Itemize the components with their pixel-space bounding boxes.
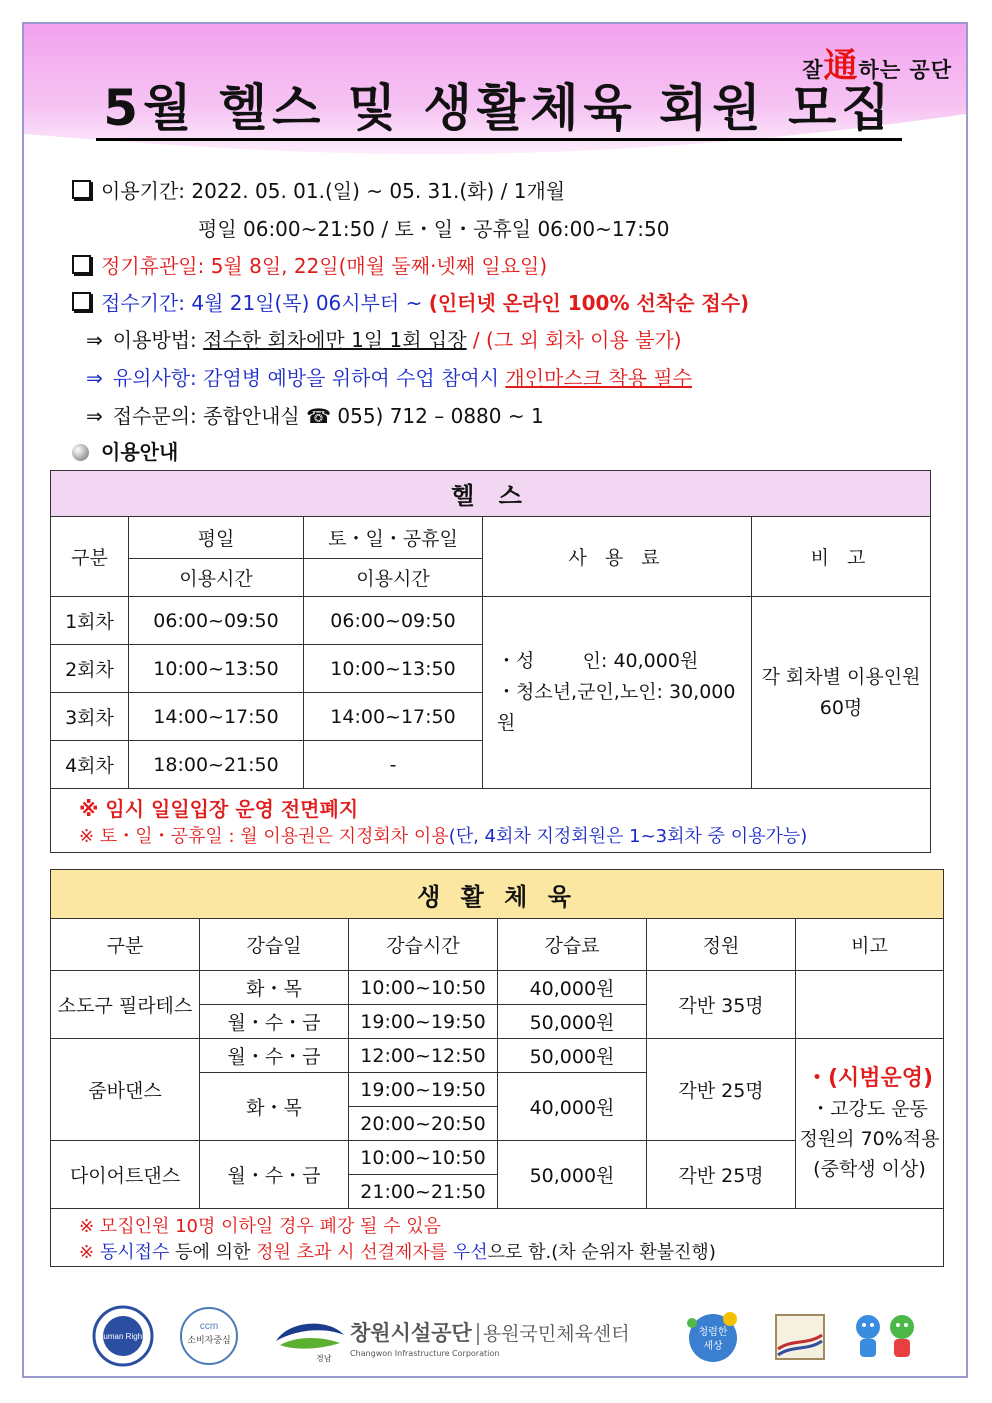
reception-line xyxy=(72,287,749,316)
days-cell: 월・수・금 xyxy=(200,1039,349,1073)
checkbox-icon xyxy=(72,255,91,274)
weekend-cell: - xyxy=(304,741,483,789)
n2f: 으로 함.(차 순위자 환불진행) xyxy=(487,1241,716,1263)
header-cell: 정원 xyxy=(647,919,796,971)
n2c: 등에 의한 xyxy=(169,1241,257,1263)
org-en: Changwon Infrastructure Corporation xyxy=(350,1349,500,1358)
note-line-2: 60명 xyxy=(819,696,863,719)
period-value: 2022. 05. 01.(일) ~ 05. 31.(화) / 1개월 xyxy=(191,179,566,203)
bullet-icon xyxy=(72,444,89,461)
reception-label: 접수기간: 4월 21일(목) 06시부터 ~ xyxy=(101,291,429,315)
days-cell: 월・수・금 xyxy=(200,1141,349,1209)
header-cell: 강습일 xyxy=(200,919,349,971)
n2e: 우선 xyxy=(447,1241,488,1263)
time-cell: 10:00~10:50 xyxy=(349,1141,498,1175)
weekend-cell: 14:00~17:50 xyxy=(304,693,483,741)
time-cell: 12:00~12:50 xyxy=(349,1039,498,1073)
round-cell: 4회차 xyxy=(51,741,129,789)
round-cell: 3회차 xyxy=(51,693,129,741)
notice-2-red: ※ 토・일・공휴일 : 월 이용권은 지정회차 이용 xyxy=(79,826,449,847)
time-cell: 19:00~19:50 xyxy=(349,1073,498,1107)
ccm-text: ccm xyxy=(199,1321,219,1332)
fee-adult: ・성 인: 40,000원 xyxy=(497,650,699,672)
ccm-logo xyxy=(178,1305,240,1367)
sports-table xyxy=(50,869,944,1267)
closed-text: 정기휴관일: 5월 8일, 22일(매월 둘째·넷째 일요일) xyxy=(101,254,548,278)
health-notice xyxy=(51,789,931,853)
remark-2: ・고강도 운동 xyxy=(811,1097,928,1120)
closed-line xyxy=(72,250,547,279)
capacity-cell: 각반 35명 xyxy=(647,971,796,1039)
health-notice-2 xyxy=(79,822,930,848)
center-name: 용원국민체육센터 xyxy=(477,1323,630,1345)
class-pilates: 소도구 필라테스 xyxy=(51,971,200,1039)
checkbox-icon xyxy=(72,292,91,311)
note-line-1: 각 회차별 이용인원 xyxy=(761,665,921,688)
table-row xyxy=(51,597,931,645)
fee-cell: 50,000원 xyxy=(498,1005,647,1039)
header-cell: 구분 xyxy=(51,919,200,971)
slogan-big: 通 xyxy=(823,46,859,86)
days-cell: 월・수・금 xyxy=(200,1005,349,1039)
human-rights-logo xyxy=(88,1305,158,1367)
gyeongnam-text: 경남 xyxy=(316,1354,332,1363)
col-fee: 사 용 료 xyxy=(483,517,752,597)
certificate-logo xyxy=(772,1305,828,1367)
weekday-cell: 06:00~09:50 xyxy=(129,597,304,645)
col-gubun: 구분 xyxy=(51,517,129,597)
header-cell: 강습료 xyxy=(498,919,647,971)
org-name: 창원시설공단 xyxy=(350,1321,472,1345)
weekday-cell: 14:00~17:50 xyxy=(129,693,304,741)
guide-line xyxy=(72,436,178,465)
fee-youth: ・청소년,군인,노인: 30,000원 xyxy=(497,681,736,734)
fee-cell xyxy=(483,597,752,789)
days-cell: 화・목 xyxy=(200,1073,349,1141)
header-cell: 비고 xyxy=(796,919,944,971)
class-zumba: 줌바댄스 xyxy=(51,1039,200,1141)
n2a: ※ xyxy=(79,1241,100,1263)
time-cell: 21:00~21:50 xyxy=(349,1175,498,1209)
gyeongnam-logo xyxy=(270,1305,350,1367)
mascot-logo xyxy=(848,1305,924,1367)
usage-red: / (그 외 회차 이용 불가) xyxy=(466,328,682,352)
note-cell xyxy=(752,597,931,789)
fee-cell: 40,000원 xyxy=(498,1073,647,1141)
slogan-post: 하는 공단 xyxy=(858,58,952,82)
col-time-weekday: 이용시간 xyxy=(129,559,304,597)
clean-logo xyxy=(678,1305,748,1367)
caution-red: 개인마스크 착용 필수 xyxy=(505,366,693,390)
n2d: 정원 초과 시 선결제자를 xyxy=(256,1241,448,1263)
sports-title: 생 활 체 육 xyxy=(51,870,944,919)
page-title: 5월 헬스 및 생활체육 회원 모집 xyxy=(96,78,902,141)
class-diet: 다이어트댄스 xyxy=(51,1141,200,1209)
org-logo xyxy=(350,1317,630,1358)
capacity-cell: 각반 25명 xyxy=(647,1039,796,1141)
col-weekday: 평일 xyxy=(129,517,304,559)
arrow-icon: ⇒ xyxy=(86,404,103,428)
guide-label: 이용안내 xyxy=(101,440,179,464)
usage-underlined: 접수한 회차에만 1일 1회 입장 xyxy=(203,328,467,352)
health-table xyxy=(50,470,931,853)
round-cell: 1회차 xyxy=(51,597,129,645)
caution-line xyxy=(86,362,692,391)
slogan-pre: 잘 xyxy=(802,58,824,82)
clean-text-2: 세상 xyxy=(703,1341,723,1352)
health-notice-1: ※ 임시 일일입장 운영 전면폐지 xyxy=(79,797,359,821)
human-rights-text: Human Rights xyxy=(97,1332,149,1341)
remark-3: 정원의 70%적용 xyxy=(799,1127,940,1150)
col-weekend: 토・일・공휴일 xyxy=(304,517,483,559)
consumer-text: 소비자중심 xyxy=(187,1336,231,1346)
sports-notice-1: ※ 모집인원 10명 이하일 경우 폐강 될 수 있음 xyxy=(79,1215,441,1237)
notice-2-blue: (단, 4회차 지정회원은 1~3회차 중 이용가능) xyxy=(448,826,808,847)
fee-cell: 40,000원 xyxy=(498,971,647,1005)
time-cell: 10:00~10:50 xyxy=(349,971,498,1005)
health-title: 헬 스 xyxy=(51,471,931,517)
period-line xyxy=(72,175,565,204)
remark-empty xyxy=(796,971,944,1039)
remark-cell xyxy=(796,1039,944,1209)
n2b: 동시접수 xyxy=(99,1241,170,1263)
weekend-cell: 06:00~09:50 xyxy=(304,597,483,645)
reception-bold: (인터넷 온라인 100% 선착순 접수) xyxy=(428,291,750,315)
arrow-icon: ⇒ xyxy=(86,366,103,390)
caution-label: 유의사항: 감염병 예방을 위하여 수업 참여시 xyxy=(112,366,506,390)
capacity-cell: 각반 25명 xyxy=(647,1141,796,1209)
time-cell: 20:00~20:50 xyxy=(349,1107,498,1141)
footer-logos xyxy=(80,1305,930,1375)
weekday-cell: 10:00~13:50 xyxy=(129,645,304,693)
inquiry-line xyxy=(86,400,544,429)
period-label: 이용기간: xyxy=(101,179,192,203)
sports-notice xyxy=(51,1209,944,1267)
round-cell: 2회차 xyxy=(51,645,129,693)
remark-4: (중학생 이상) xyxy=(813,1157,926,1180)
col-note: 비 고 xyxy=(752,517,931,597)
col-time-weekend: 이용시간 xyxy=(304,559,483,597)
header-cell: 강습시간 xyxy=(349,919,498,971)
inquiry-text: 접수문의: 종합안내실 ☎ 055) 712 – 0880 ~ 1 xyxy=(112,404,544,428)
sports-notice-2 xyxy=(79,1238,943,1264)
fee-cell: 50,000원 xyxy=(498,1141,647,1209)
weekend-cell: 10:00~13:50 xyxy=(304,645,483,693)
usage-line xyxy=(86,324,682,353)
days-cell: 화・목 xyxy=(200,971,349,1005)
weekday-cell: 18:00~21:50 xyxy=(129,741,304,789)
time-cell: 19:00~19:50 xyxy=(349,1005,498,1039)
hours-line: 평일 06:00~21:50 / 토・일・공휴일 06:00~17:50 xyxy=(198,217,670,241)
usage-label: 이용방법: xyxy=(112,328,204,352)
arrow-icon: ⇒ xyxy=(86,328,103,352)
remark-1: ・(시범운영) xyxy=(805,1065,934,1091)
fee-cell: 50,000원 xyxy=(498,1039,647,1073)
clean-text-1: 청렴한 xyxy=(698,1327,728,1338)
checkbox-icon xyxy=(72,180,91,199)
